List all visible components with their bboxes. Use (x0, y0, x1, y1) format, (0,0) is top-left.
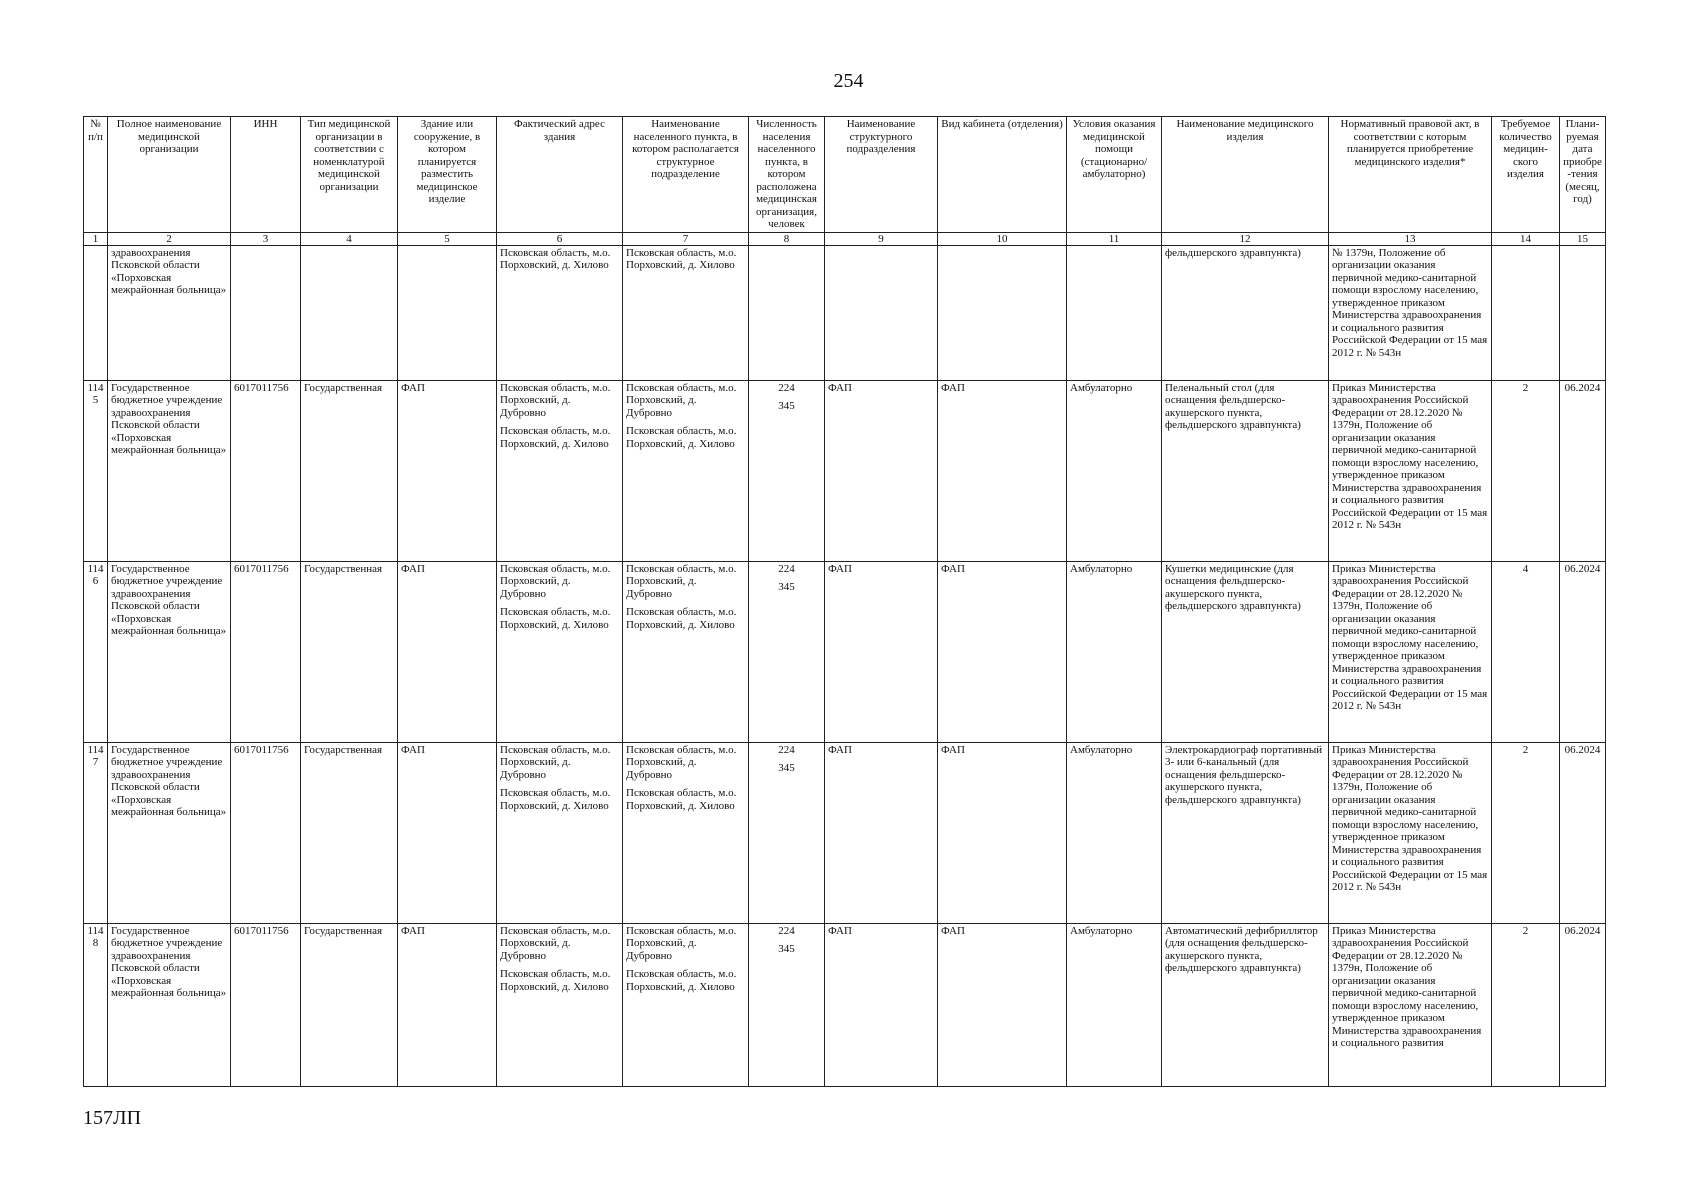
cell-device: Кушетки медицинские (для оснащения фельдшерско-акушерского пункта, фельдшерского здравпункта) (1162, 561, 1329, 742)
footer-code: 157ЛП (83, 1107, 142, 1129)
cell-qty: 2 (1492, 380, 1560, 561)
cell-inn: 6017011756 (231, 561, 301, 742)
cell-locality (623, 380, 749, 561)
col-header: Наименование структурного подразделения (825, 117, 938, 233)
cell-locality: Псковская область, м.о. Порховский, д. Хилово (623, 245, 749, 380)
cell-building: ФАП (398, 561, 497, 742)
cell-org: Государственное бюджетное учреждение здравоохранения Псковской области «Порховская межрайонная больница» (108, 923, 231, 1086)
cell-date: 06.2024 (1560, 923, 1606, 1086)
cell-population (749, 380, 825, 561)
cell-num (84, 245, 108, 380)
cell-cabinet: ФАП (938, 742, 1067, 923)
cell-division: ФАП (825, 742, 938, 923)
col-header: Наименование населенного пункта, в котором располагается структурное подразделение (623, 117, 749, 233)
cell-type: Государственная (301, 380, 398, 561)
cell-locality-line: Псковская область, м.о. Порховский, д. Хилово (626, 968, 737, 993)
continuation-row (84, 245, 1606, 380)
page-number: 254 (833, 70, 864, 92)
cell-address-line: Псковская область, м.о. Порховский, д. Дубровно (500, 743, 611, 781)
cell-num: 1145 (84, 380, 108, 561)
cell-inn: 6017011756 (231, 742, 301, 923)
cell-conditions: Амбулаторно (1067, 923, 1162, 1086)
cell-address-line: Псковская область, м.о. Порховский, д. Дубровно (500, 924, 611, 962)
col-number: 11 (1067, 232, 1162, 245)
cell-cabinet: ФАП (938, 923, 1067, 1086)
cell-act: Приказ Министерства здравоохранения Российской Федерации от 28.12.2020 № 1379н, Положение об организации оказания первичной медико-санитарной помощи взрослому населению, утвержденное приказом Министерства здравоохранения и социального развития Российской Федерации от 15 мая 2012 г. № 543н (1329, 742, 1492, 923)
cell-org: здравоохранения Псковской области «Порховская межрайонная больница» (108, 245, 231, 380)
cell-num: 1147 (84, 742, 108, 923)
cell-org: Государственное бюджетное учреждение здравоохранения Псковской области «Порховская межрайонная больница» (108, 561, 231, 742)
col-number: 5 (398, 232, 497, 245)
cell-date: 06.2024 (1560, 561, 1606, 742)
cell-locality (623, 742, 749, 923)
col-header: ИНН (231, 117, 301, 233)
col-header: Полное наименование медицинской организации (108, 117, 231, 233)
col-number: 13 (1329, 232, 1492, 245)
cell-address (497, 923, 623, 1086)
cell-locality-line: Псковская область, м.о. Порховский, д. Хилово (626, 787, 737, 812)
cell-address (497, 742, 623, 923)
col-header: Нормативный правовой акт, в соответствии с которым планируется приобретение медицинского изделия* (1329, 117, 1492, 233)
col-number: 15 (1560, 232, 1606, 245)
col-header: Численность населения населенного пункта, в котором расположена медицинская организация, человек (749, 117, 825, 233)
col-header: Требуемое количество медицин-ского изделия (1492, 117, 1560, 233)
cell-building (398, 245, 497, 380)
col-header: Вид кабинета (отделения) (938, 117, 1067, 233)
cell-locality-line: Псковская область, м.о. Порховский, д. Хилово (626, 606, 737, 631)
cell-type: Государственная (301, 561, 398, 742)
cell-qty: 2 (1492, 923, 1560, 1086)
cell-act: Приказ Министерства здравоохранения Российской Федерации от 28.12.2020 № 1379н, Положение об организации оказания первичной медико-санитарной помощи взрослому населению, утвержденное приказом Министерства здравоохранения и социального развития Российской Федерации от 15 мая 2012 г. № 543н (1329, 561, 1492, 742)
col-number: 6 (497, 232, 623, 245)
col-number: 12 (1162, 232, 1329, 245)
cell-act: Приказ Министерства здравоохранения Российской Федерации от 28.12.2020 № 1379н, Положение об организации оказания первичной медико-санитарной помощи взрослому населению, утвержденное приказом Министерства здравоохранения и социального развития (1329, 923, 1492, 1086)
col-header: Фактический адрес здания (497, 117, 623, 233)
cell-address (497, 380, 623, 561)
cell-date: 06.2024 (1560, 380, 1606, 561)
cell-population (749, 245, 825, 380)
cell-address (497, 561, 623, 742)
col-header: Здание или сооружение, в котором планируется разместить медицинское изделие (398, 117, 497, 233)
cell-locality (623, 561, 749, 742)
cell-address-line: Псковская область, м.о. Порховский, д. Дубровно (500, 381, 611, 419)
col-header: Плани-руемая дата приобре-тения (месяц, год) (1560, 117, 1606, 233)
cell-address-line: Псковская область, м.о. Порховский, д. Хилово (500, 425, 611, 450)
cell-building: ФАП (398, 380, 497, 561)
cell-qty: 2 (1492, 742, 1560, 923)
cell-locality-line: Псковская область, м.о. Порховский, д. Дубровно (626, 924, 737, 962)
col-number: 2 (108, 232, 231, 245)
cell-population-line: 345 (778, 943, 795, 955)
cell-type: Государственная (301, 923, 398, 1086)
cell-division: ФАП (825, 380, 938, 561)
cell-population-line: 224 (778, 562, 795, 575)
cell-cabinet: ФАП (938, 380, 1067, 561)
cell-act: № 1379н, Положение об организации оказания первичной медико-санитарной помощи взрослому населению, утвержденное приказом Министерства здравоохранения и социального развития Российской Федерации от 15 мая 2012 г. № 543н (1329, 245, 1492, 380)
cell-population-line: 224 (778, 743, 795, 756)
equipment-table (83, 116, 1606, 1087)
cell-date (1560, 245, 1606, 380)
col-number: 1 (84, 232, 108, 245)
cell-type: Государственная (301, 742, 398, 923)
cell-conditions: Амбулаторно (1067, 561, 1162, 742)
cell-device: Пеленальный стол (для оснащения фельдшерско-акушерского пункта, фельдшерского здравпункта) (1162, 380, 1329, 561)
col-number: 14 (1492, 232, 1560, 245)
cell-conditions: Амбулаторно (1067, 742, 1162, 923)
cell-population-line: 345 (778, 762, 795, 774)
cell-division: ФАП (825, 561, 938, 742)
cell-population (749, 923, 825, 1086)
col-number: 10 (938, 232, 1067, 245)
cell-address-line: Псковская область, м.о. Порховский, д. Хилово (500, 606, 611, 631)
cell-locality-line: Псковская область, м.о. Порховский, д. Дубровно (626, 743, 737, 781)
cell-population-line: 224 (778, 924, 795, 937)
col-number: 8 (749, 232, 825, 245)
table-row (84, 923, 1606, 1086)
cell-conditions: Амбулаторно (1067, 380, 1162, 561)
cell-address-line: Псковская область, м.о. Порховский, д. Хилово (500, 787, 611, 812)
cell-device: фельдшерского здравпункта) (1162, 245, 1329, 380)
cell-conditions (1067, 245, 1162, 380)
cell-division (825, 245, 938, 380)
cell-date: 06.2024 (1560, 742, 1606, 923)
cell-population-line: 224 (778, 381, 795, 394)
cell-locality (623, 923, 749, 1086)
table-row (84, 742, 1606, 923)
cell-cabinet (938, 245, 1067, 380)
cell-org: Государственное бюджетное учреждение здравоохранения Псковской области «Порховская межрайонная больница» (108, 742, 231, 923)
cell-population-line: 345 (778, 581, 795, 593)
cell-locality-line: Псковская область, м.о. Порховский, д. Хилово (626, 425, 737, 450)
cell-type (301, 245, 398, 380)
col-number: 4 (301, 232, 398, 245)
cell-cabinet: ФАП (938, 561, 1067, 742)
cell-address-line: Псковская область, м.о. Порховский, д. Хилово (500, 968, 611, 993)
cell-population-line: 345 (778, 400, 795, 412)
cell-locality-line: Псковская область, м.о. Порховский, д. Дубровно (626, 562, 737, 600)
cell-inn: 6017011756 (231, 380, 301, 561)
col-number: 3 (231, 232, 301, 245)
cell-locality-line: Псковская область, м.о. Порховский, д. Дубровно (626, 381, 737, 419)
cell-building: ФАП (398, 923, 497, 1086)
cell-org: Государственное бюджетное учреждение здравоохранения Псковской области «Порховская межрайонная больница» (108, 380, 231, 561)
col-number: 9 (825, 232, 938, 245)
cell-division: ФАП (825, 923, 938, 1086)
cell-building: ФАП (398, 742, 497, 923)
col-header: № п/п (84, 117, 108, 233)
cell-population (749, 561, 825, 742)
column-number-row (84, 232, 1606, 245)
cell-device: Электрокардиограф портативный 3- или 6-канальный (для оснащения фельдшерско-акушерского пункта, фельдшерского здравпункта) (1162, 742, 1329, 923)
table-row (84, 380, 1606, 561)
cell-qty: 4 (1492, 561, 1560, 742)
table-row (84, 561, 1606, 742)
cell-num: 1146 (84, 561, 108, 742)
cell-address-line: Псковская область, м.о. Порховский, д. Дубровно (500, 562, 611, 600)
cell-num: 1148 (84, 923, 108, 1086)
col-number: 7 (623, 232, 749, 245)
col-header: Условия оказания медицинской помощи (стационарно/ амбулаторно) (1067, 117, 1162, 233)
cell-inn: 6017011756 (231, 923, 301, 1086)
col-header: Тип медицинской организации в соответствии с номенклатурой медицинской организации (301, 117, 398, 233)
cell-act: Приказ Министерства здравоохранения Российской Федерации от 28.12.2020 № 1379н, Положение об организации оказания первичной медико-санитарной помощи взрослому населению, утвержденное приказом Министерства здравоохранения и социального развития Российской Федерации от 15 мая 2012 г. № 543н (1329, 380, 1492, 561)
cell-qty (1492, 245, 1560, 380)
cell-inn (231, 245, 301, 380)
col-header: Наименование медицинского изделия (1162, 117, 1329, 233)
cell-population (749, 742, 825, 923)
cell-device: Автоматический дефибриллятор (для оснащения фельдшерско-акушерского пункта, фельдшерского здравпункта) (1162, 923, 1329, 1086)
cell-address: Псковская область, м.о. Порховский, д. Хилово (497, 245, 623, 380)
header-row (84, 117, 1606, 233)
